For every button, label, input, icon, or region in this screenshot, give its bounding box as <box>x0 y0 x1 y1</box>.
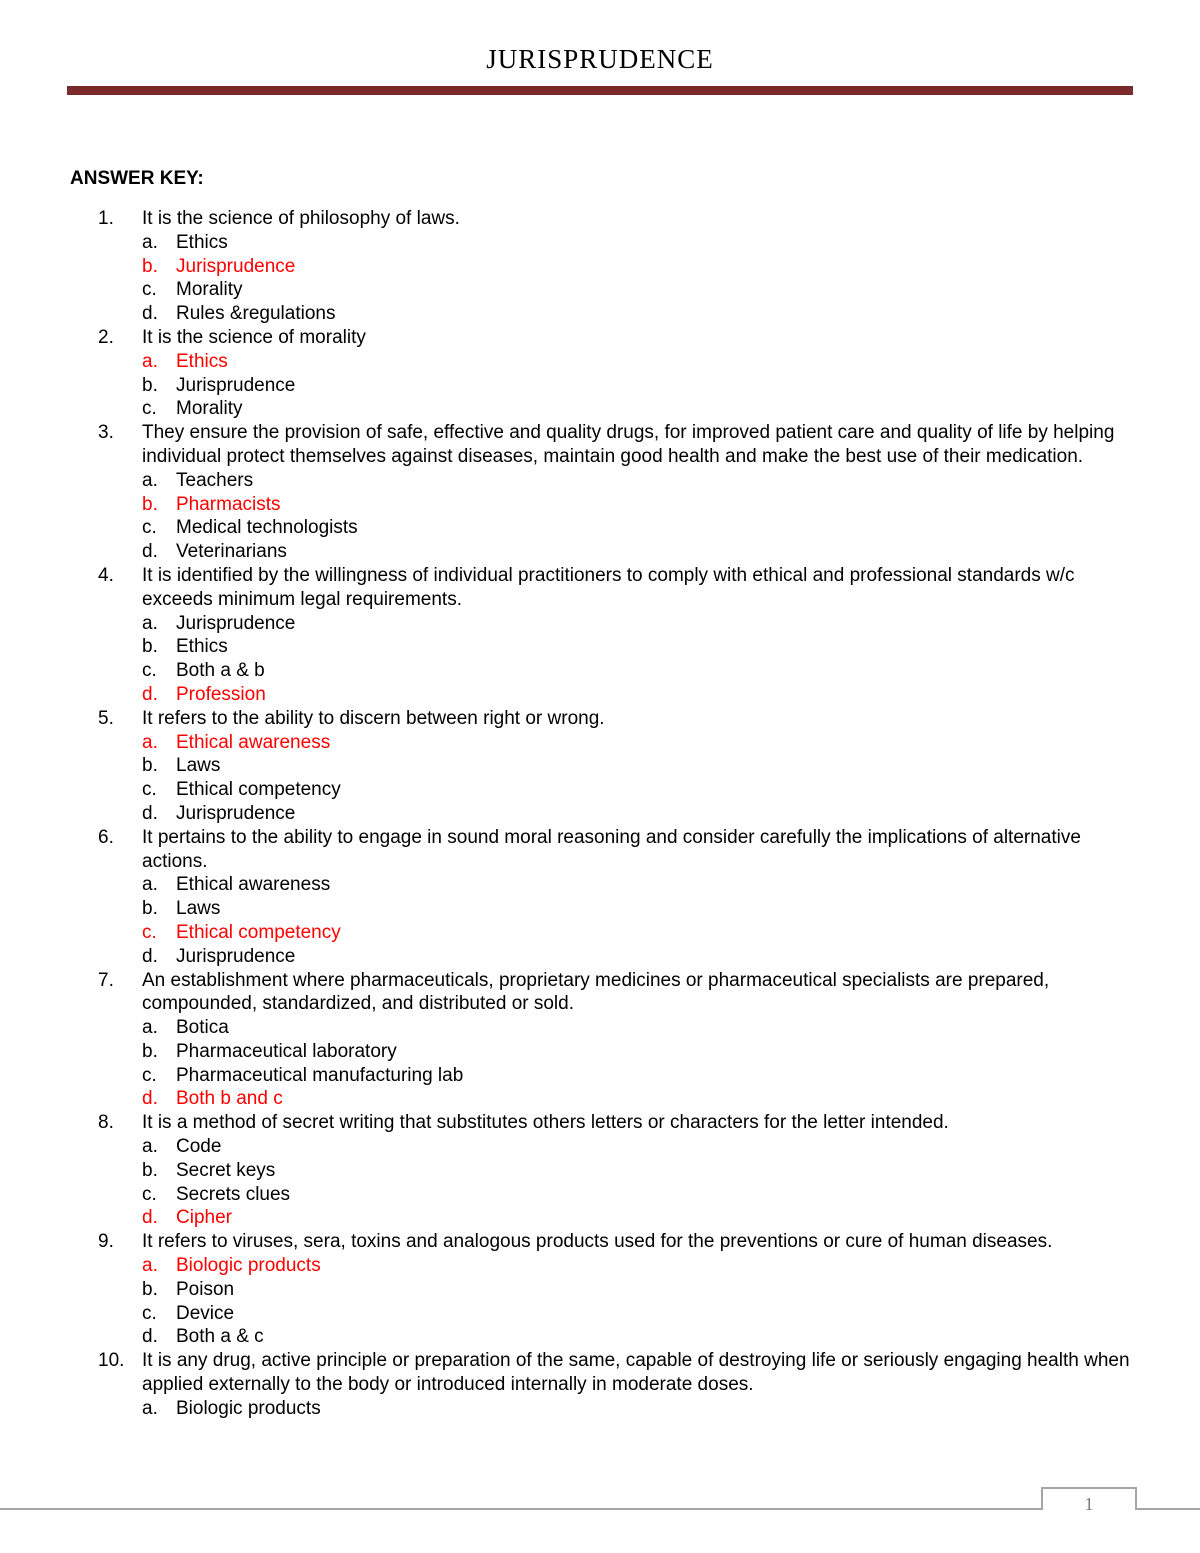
answer-option <box>70 1016 1140 1040</box>
question-number: 9. <box>98 1231 114 1253</box>
option-text: Poison <box>176 1278 235 1300</box>
correct-answer-option <box>70 731 1140 755</box>
option-text: Pharmaceutical laboratory <box>176 1040 397 1062</box>
page-number: 1 <box>1084 1494 1094 1514</box>
option-text: Secrets clues <box>176 1183 291 1205</box>
question-number: 5. <box>98 707 114 729</box>
option-text: Ethics <box>176 350 228 372</box>
footer-rule-left <box>0 1508 1043 1510</box>
answer-option <box>70 754 1140 778</box>
question-text: It refers to the ability to discern between right or wrong. <box>142 707 605 729</box>
question-number: 4. <box>98 564 114 586</box>
option-letter: b. <box>142 493 158 515</box>
answer-option <box>70 897 1140 921</box>
correct-answer-option <box>70 493 1140 517</box>
answer-option <box>70 778 1140 802</box>
answer-option <box>70 1397 1140 1421</box>
option-letter: c. <box>142 1064 157 1086</box>
option-text: Jurisprudence <box>176 374 296 396</box>
answer-option <box>70 612 1140 636</box>
option-letter: d. <box>142 1088 158 1110</box>
question-text: It refers to viruses, sera, toxins and analogous products used for the preventions or cure of human diseases. <box>142 1231 1053 1253</box>
question-text: It pertains to the ability to engage in sound moral reasoning and consider carefully the implications of alternative actions. <box>142 826 1081 872</box>
correct-answer-option <box>70 683 1140 707</box>
answer-option <box>70 374 1140 398</box>
question-item <box>70 1349 1140 1397</box>
option-letter: c. <box>142 279 157 301</box>
option-text: Ethics <box>176 636 228 658</box>
option-text: Botica <box>176 1017 229 1039</box>
option-letter: a. <box>142 1255 158 1277</box>
option-text: Jurisprudence <box>176 255 296 277</box>
option-letter: d. <box>142 1207 158 1229</box>
option-letter: c. <box>142 921 157 943</box>
question-list <box>70 207 1140 1421</box>
answer-option <box>70 873 1140 897</box>
question-item <box>70 969 1140 1017</box>
option-text: Laws <box>176 898 221 920</box>
option-text: Pharmaceutical manufacturing lab <box>176 1064 464 1086</box>
correct-answer-option <box>70 921 1140 945</box>
option-letter: d. <box>142 945 158 967</box>
option-letter: b. <box>142 636 158 658</box>
option-letter: a. <box>142 1136 158 1158</box>
option-text: Device <box>176 1302 235 1324</box>
option-letter: a. <box>142 231 158 253</box>
option-letter: d. <box>142 1326 158 1348</box>
option-letter: b. <box>142 255 158 277</box>
question-item <box>70 326 1140 350</box>
option-letter: b. <box>142 898 158 920</box>
option-letter: c. <box>142 398 157 420</box>
option-letter: d. <box>142 303 158 325</box>
option-letter: a. <box>142 1397 158 1419</box>
question-item <box>70 1230 1140 1254</box>
answer-option <box>70 635 1140 659</box>
answer-option <box>70 1040 1140 1064</box>
answer-option <box>70 1278 1140 1302</box>
option-letter: c. <box>142 1302 157 1324</box>
question-item <box>70 421 1140 469</box>
option-text: Both b and c <box>176 1088 283 1110</box>
question-text: It is a method of secret writing that substitutes others letters or characters for the letter intended. <box>142 1112 949 1134</box>
option-letter: b. <box>142 1159 158 1181</box>
answer-option <box>70 302 1140 326</box>
question-number: 7. <box>98 969 114 991</box>
question-text: They ensure the provision of safe, effective and quality drugs, for improved patient care and quality of life by helping individual protect themselves against diseases, maintain good health and make the best use of their medication. <box>142 422 1115 467</box>
option-text: Rules &regulations <box>176 303 336 325</box>
option-text: Jurisprudence <box>176 612 296 634</box>
option-letter: b. <box>142 374 158 396</box>
option-text: Biologic products <box>176 1397 321 1419</box>
option-text: Ethical competency <box>176 921 341 943</box>
option-letter: a. <box>142 612 158 634</box>
answer-option <box>70 945 1140 969</box>
correct-answer-option <box>70 1254 1140 1278</box>
answer-option <box>70 1064 1140 1088</box>
option-text: Cipher <box>176 1207 232 1229</box>
answer-option <box>70 516 1140 540</box>
question-text: An establishment where pharmaceuticals, proprietary medicines or pharmaceutical specialists are prepared, compounded, standardized, and distributed or sold. <box>142 969 1050 1015</box>
question-item <box>70 207 1140 231</box>
question-text: It is the science of morality <box>142 326 366 348</box>
option-letter: b. <box>142 1278 158 1300</box>
option-text: Morality <box>176 398 243 420</box>
option-letter: d. <box>142 541 158 563</box>
option-text: Medical technologists <box>176 517 358 539</box>
option-letter: a. <box>142 874 158 896</box>
option-text: Laws <box>176 755 221 777</box>
answer-option <box>70 1183 1140 1207</box>
option-text: Profession <box>176 683 266 705</box>
option-text: Biologic products <box>176 1255 321 1277</box>
answer-option <box>70 469 1140 493</box>
question-item <box>70 826 1140 874</box>
answer-option <box>70 802 1140 826</box>
question-number: 2. <box>98 326 114 348</box>
option-text: Ethics <box>176 231 228 253</box>
option-text: Ethical awareness <box>176 731 331 753</box>
option-letter: a. <box>142 731 158 753</box>
answer-option <box>70 397 1140 421</box>
question-number: 6. <box>98 826 114 848</box>
option-letter: c. <box>142 779 157 801</box>
option-text: Teachers <box>176 469 254 491</box>
option-letter: b. <box>142 755 158 777</box>
answer-option <box>70 1135 1140 1159</box>
answer-key-heading: ANSWER KEY: <box>70 168 204 189</box>
question-item <box>70 564 1140 612</box>
correct-answer-option <box>70 255 1140 279</box>
option-text: Both a & b <box>176 660 265 682</box>
footer-rule-right <box>1135 1508 1200 1510</box>
question-number: 10. <box>98 1350 125 1372</box>
answer-option <box>70 1325 1140 1349</box>
correct-answer-option <box>70 350 1140 374</box>
answer-option <box>70 540 1140 564</box>
option-text: Secret keys <box>176 1159 276 1181</box>
question-text: It is the science of philosophy of laws. <box>142 208 460 229</box>
option-text: Veterinarians <box>176 541 287 563</box>
option-text: Both a & c <box>176 1326 264 1348</box>
option-text: Ethical awareness <box>176 874 331 896</box>
question-item <box>70 707 1140 731</box>
correct-answer-option <box>70 1206 1140 1230</box>
option-letter: d. <box>142 683 158 705</box>
option-letter: a. <box>142 469 158 491</box>
question-number: 1. <box>98 208 114 229</box>
correct-answer-option <box>70 1087 1140 1111</box>
answer-option <box>70 659 1140 683</box>
answer-option <box>70 1302 1140 1326</box>
question-text: It is identified by the willingness of individual practitioners to comply with ethical and professional standards w/c exceeds minimum legal requirements. <box>142 564 1075 610</box>
header-rule <box>67 86 1133 95</box>
answer-option <box>70 278 1140 302</box>
question-text: It is any drug, active principle or preparation of the same, capable of destroying life or seriously engaging health when applied externally to the body or introduced internally in moderate doses. <box>142 1350 1130 1396</box>
option-text: Ethical competency <box>176 779 341 801</box>
option-letter: c. <box>142 1183 157 1205</box>
answer-option <box>70 1159 1140 1183</box>
question-item <box>70 1111 1140 1135</box>
option-letter: c. <box>142 517 157 539</box>
document-title: JURISPRUDENCE <box>486 44 714 74</box>
option-text: Code <box>176 1136 222 1158</box>
answer-option <box>70 231 1140 255</box>
question-number: 8. <box>98 1112 114 1134</box>
option-letter: b. <box>142 1040 158 1062</box>
option-text: Pharmacists <box>176 493 281 515</box>
option-letter: a. <box>142 1017 158 1039</box>
option-text: Jurisprudence <box>176 945 296 967</box>
question-number: 3. <box>98 422 114 444</box>
option-text: Morality <box>176 279 243 301</box>
option-letter: c. <box>142 660 157 682</box>
option-letter: d. <box>142 802 158 824</box>
option-text: Jurisprudence <box>176 802 296 824</box>
option-letter: a. <box>142 350 158 372</box>
